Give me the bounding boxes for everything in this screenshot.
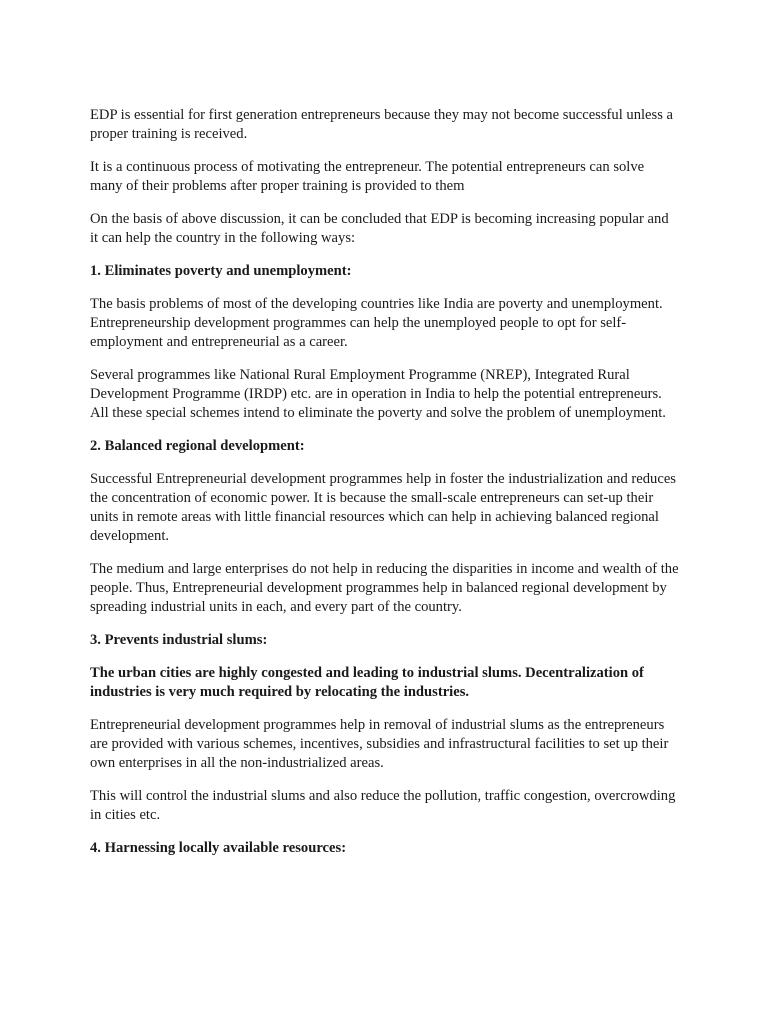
paragraph-control-slums: This will control the industrial slums and also reduce the pollution, traffic congestion, overcrowding in cities etc.: [90, 788, 676, 823]
paragraph-removal-of-slums: Entrepreneurial development programmes help in removal of industrial slums as the entrepreneurs are provided with various schemes, incentives, subsidies and infrastructural facilities to set up their own enterprises in all the non-industrialized areas.: [90, 717, 669, 771]
paragraph-continuous-process: It is a continuous process of motivating the entrepreneur. The potential entrepreneurs can solve many of their problems after proper training is provided to them: [90, 159, 645, 194]
paragraph-conclusion: On the basis of above discussion, it can be concluded that EDP is becoming increasing popular and it can help the country in the following ways:: [90, 211, 669, 246]
heading-harnessing-resources: 4. Harnessing locally available resources:: [90, 840, 347, 856]
paragraph-successful-programmes: Successful Entrepreneurial development programmes help in foster the industrialization and reduces the concentration of economic power. It is because the small-scale entrepreneurs can set-up their units in remote areas with little financial resources which can help in achieving balanced regional development.: [90, 471, 676, 544]
paragraph-edp-essential: EDP is essential for first generation entrepreneurs because they may not become successful unless a proper training is received.: [90, 107, 674, 142]
heading-eliminates-poverty: 1. Eliminates poverty and unemployment:: [90, 263, 352, 279]
paragraph-medium-large-enterprises: The medium and large enterprises do not help in reducing the disparities in income and wealth of the people. Thus, Entrepreneurial development programmes help in balanced regional development by spreading industrial units in each, and every part of the country.: [90, 561, 679, 615]
paragraph-urban-cities: The urban cities are highly congested and leading to industrial slums. Decentralization of industries is very much required by relocating the industries.: [90, 665, 644, 700]
heading-prevents-slums: 3. Prevents industrial slums:: [90, 632, 268, 648]
heading-balanced-regional: 2. Balanced regional development:: [90, 438, 305, 454]
paragraph-several-programmes: Several programmes like National Rural Employment Programme (NREP), Integrated Rural Development Programme (IRDP) etc. are in operation in India to help the potential entrepreneurs. All these special schemes intend to eliminate the poverty and solve the problem of unemployment.: [90, 367, 666, 421]
document-page: [90, 106, 680, 872]
paragraph-basis-problems: The basis problems of most of the developing countries like India are poverty and unemployment. Entrepreneurship development programmes can help the unemployed people to opt for self-employment and entrepreneurial as a career.: [90, 296, 663, 350]
